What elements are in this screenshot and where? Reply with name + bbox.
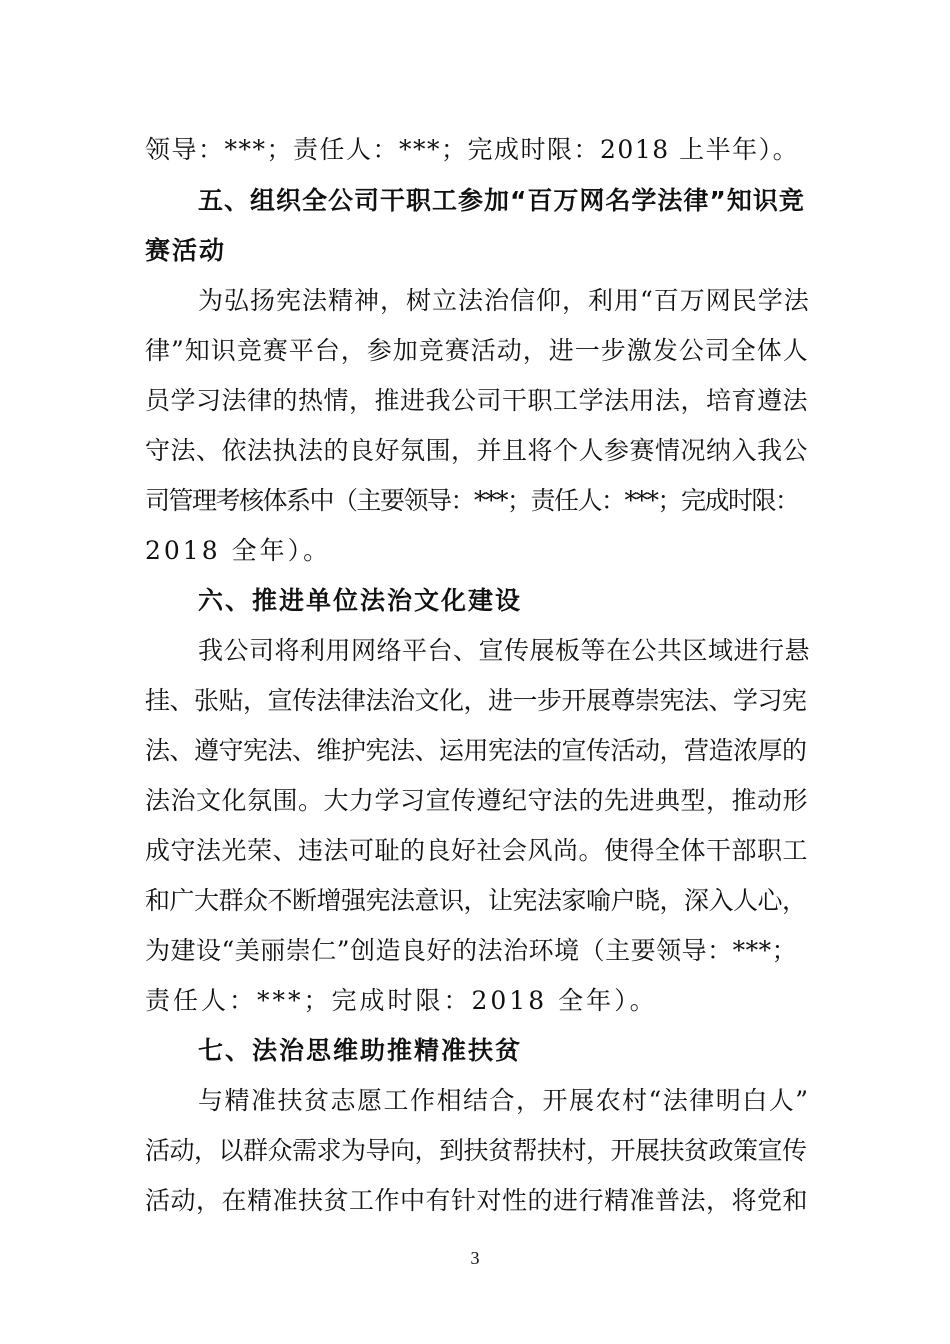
body-line: 守法、依法执法的良好氛围，并且将个人参赛情况纳入我公	[145, 436, 809, 465]
body-line: 律”知识竞赛平台，参加竞赛活动，进一步激发公司全体人	[145, 336, 809, 365]
body-line: 成守法光荣、违法可耻的良好社会风尚。使得全体干部职工	[145, 836, 809, 865]
body-line: 司管理考核体系中（主要领导：***；责任人：***；完成时限：	[145, 486, 799, 515]
section-heading-7: 七、法治思维助推精准扶贫	[198, 1036, 523, 1065]
body-line: 与精准扶贫志愿工作相结合，开展农村“法律明白人”	[198, 1086, 810, 1115]
body-line: 活动，以群众需求为导向，到扶贫帮扶村，开展扶贫政策宣传	[145, 1136, 807, 1165]
body-line: 员学习法律的热情，推进我公司干职工学法用法，培育遵法	[145, 386, 809, 415]
page-number: 3	[470, 1248, 480, 1268]
body-line: 和广大群众不断增强宪法意识，让宪法家喻户晓，深入人心，	[145, 886, 807, 915]
body-line: 2018 全年）。	[145, 536, 332, 565]
section-heading-5: 五、组织全公司干职工参加“百万网名学法律”知识竞	[198, 186, 805, 215]
body-line: 活动，在精准扶贫工作中有针对性的进行精准普法，将党和	[145, 1186, 809, 1215]
body-line: 为弘扬宪法精神，树立法治信仰，利用“百万网民学法	[198, 286, 810, 315]
body-line: 领导：***；责任人：***；完成时限：2018 上半年）。	[145, 135, 800, 164]
section-heading-6: 六、推进单位法治文化建设	[198, 586, 523, 615]
section-heading-5-cont: 赛活动	[145, 236, 227, 265]
body-line: 挂、张贴，宣传法律法治文化，进一步开展尊崇宪法、学习宪	[145, 686, 807, 715]
body-line: 法、遵守宪法、维护宪法、运用宪法的宣传活动，营造浓厚的	[145, 736, 807, 765]
body-line: 责任人：***；完成时限：2018 全年）。	[145, 986, 658, 1015]
body-line: 为建设“美丽崇仁”创造良好的法治环境（主要领导：***；	[145, 936, 798, 965]
body-line: 法治文化氛围。大力学习宣传遵纪守法的先进典型，推动形	[145, 786, 809, 815]
body-line: 我公司将利用网络平台、宣传展板等在公共区域进行悬	[198, 636, 811, 665]
